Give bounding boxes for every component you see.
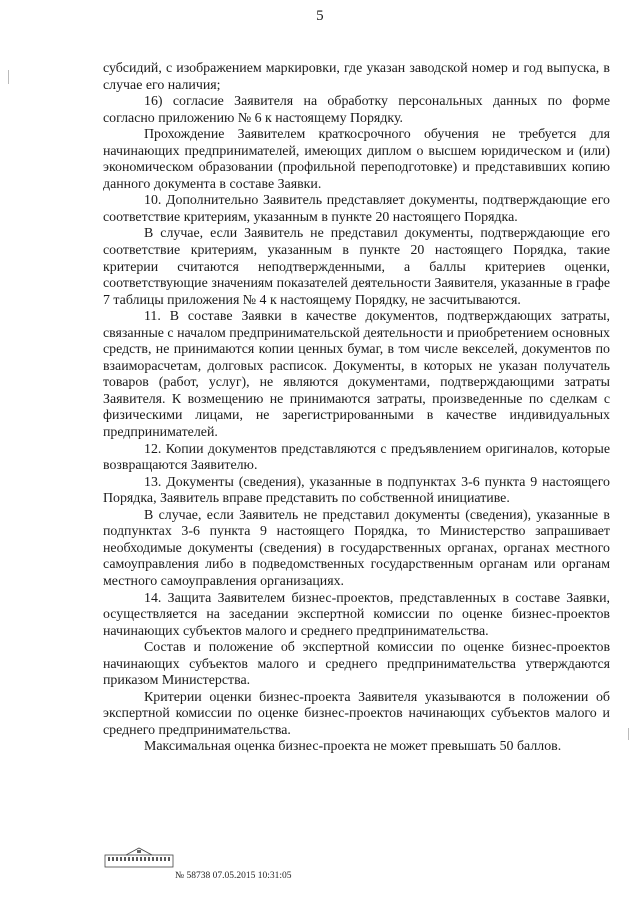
- paragraph-4: 10. Дополнительно Заявитель представляет документы, подтверждающие его соответствие критериям, указанным в пункте 20 настоящего Порядка.: [103, 193, 610, 225]
- paragraph-3: Прохождение Заявителем краткосрочного обучения не требуется для начинающих предпринимателей, имеющих диплом о высшем юридическом и (или) экономическом образовании (профильной переподготовке) и представивших копию данного документа в составе Заявки.: [103, 127, 610, 192]
- paragraph-9: В случае, если Заявитель не представил документы (сведения), указанные в подпунктах 3-6 пункта 9 настоящего Порядка, то Министерство запрашивает необходимые документы (сведения) в государственных органах, органах местного самоуправления либо в подведомственных государственным органам или органам местного самоуправления организациях.: [103, 507, 610, 589]
- paragraph-8: 13. Документы (сведения), указанные в подпунктах 3-6 пункта 9 настоящего Порядка, Заявитель вправе представить по собственной инициативе.: [103, 474, 610, 507]
- paragraph-11: Состав и положение об экспертной комиссии по оценке бизнес-проектов начинающих субъектов малого и среднего предпринимательства утверждаются приказом Министерства.: [103, 640, 610, 689]
- paragraph-2: 16) согласие Заявителя на обработку персональных данных по форме согласно приложению № 6 к настоящему Порядку.: [103, 94, 610, 126]
- paragraph-6: 11. В составе Заявки в качестве документов, подтверждающих затраты, связанные с началом предпринимательской деятельности и приобретением основных средств, не принимаются копии ценных бумаг, в том числе векселей, документов по взаиморасчетам, долговых расписок. Документы, в которых не указан получатель товаров (работ, услуг), не являются документами, подтверждающими затраты Заявителя. К возмещению не принимаются затраты, произведенные по сделкам с физическими лицами, не зарегистрированными в качестве индивидуальных предпринимателей.: [103, 309, 610, 441]
- paragraph-13: Максимальная оценка бизнес-проекта не может превышать 50 баллов.: [144, 739, 562, 755]
- paragraph-10: 14. Защита Заявителем бизнес-проектов, представленных в составе Заявки, осуществляется на заседании экспертной комиссии по оценке бизнес-проектов начинающих субъектов малого и среднего предпринимательства.: [103, 590, 610, 639]
- paragraph-1: субсидий, с изображением маркировки, где указан заводской номер и год выпуска, в случае его наличия;: [103, 61, 610, 93]
- government-building-logo: [104, 847, 174, 869]
- paragraph-5: В случае, если Заявитель не представил документы, подтверждающие его соответствие критериям, указанным в пункте 20 настоящего Порядка, такие критерии считаются неподтвержденными, а баллы критериев оценки, соответствующие значениям показателей деятельности Заявителя, указанные в графе 7 таблицы приложения № 4 к настоящему Порядку, не засчитываются.: [103, 226, 610, 308]
- page-number: 5: [316, 8, 324, 24]
- paragraph-12: Критерии оценки бизнес-проекта Заявителя указываются в положении об экспертной комиссии по оценке бизнес-проектов начинающих субъектов малого и среднего предпринимательства.: [103, 689, 610, 738]
- left-margin-mark: [8, 70, 9, 84]
- document-registration-stamp: № 58738 07.05.2015 10:31:05: [175, 871, 292, 881]
- paragraph-7: 12. Копии документов представляются с предъявлением оригиналов, которые возвращаются Заявителю.: [103, 441, 610, 474]
- document-body: [103, 61, 610, 756]
- right-margin-mark: [628, 728, 629, 740]
